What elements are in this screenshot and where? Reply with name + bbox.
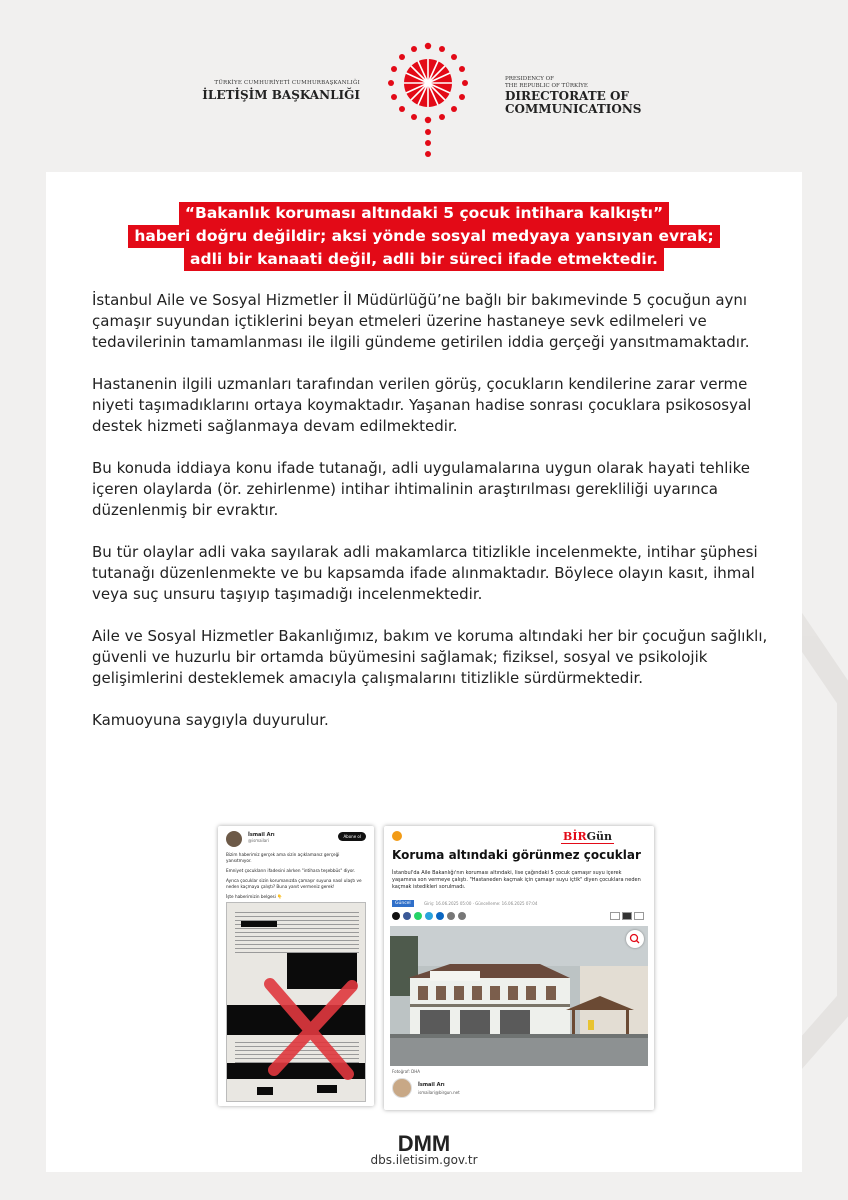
follow-button: Abone ol	[338, 832, 366, 841]
tweet-author-handle: @ismailari	[248, 838, 269, 843]
paragraph: Bu tür olaylar adli vaka sayılarak adli makamlarca titizlikle incelenmekte, intihar şüphesi tutanağı düzenlenmekte ve bu kapsamda ifade alınmaktadır. Böylece olayın kasıt, ihmal veya suç unsuru taşıyıp taşımadığı incelenmektedir.	[92, 543, 758, 603]
share-icons	[392, 912, 466, 920]
logo-part-gun: Gün	[586, 830, 612, 843]
closing-paragraph: Kamuoyuna saygıyla duyurulur.	[92, 711, 329, 729]
font-decrease-icon	[610, 912, 620, 920]
zoom-icon	[626, 930, 644, 948]
paragraph: Aile ve Sosyal Hizmetler Bakanlığımız, bakım ve koruma altındaki her bir çocuğun sağlıklı, güvenli ve huzurlu bir ortamda büyümesini sağlamak; fiziksel, sosyal ve psikolojik gelişimlerini desteklemek amacıyla çalışmalarını titizlikle sürdürmektedir.	[92, 627, 768, 687]
linkedin-share-icon	[436, 912, 444, 920]
author-avatar	[392, 1078, 412, 1098]
header-left-logo-text	[202, 80, 360, 102]
article-title: Koruma altındaki görünmez çocuklar	[392, 848, 641, 862]
category-badge: Güncel	[392, 900, 414, 907]
dmm-logo-text: DMM	[397, 1132, 451, 1154]
headline-line-2: haberi doğru değildir; aksi yönde sosyal medyaya yansıyan evrak;	[128, 225, 719, 248]
presidency-emblem-icon	[385, 40, 471, 158]
footer-url: dbs.iletisim.gov.tr	[370, 1153, 478, 1167]
tweet-line: Emniyet çocukların ifadesini alırken "intihara teşebbüs" diyor.	[226, 868, 356, 873]
link-share-icon	[447, 912, 455, 920]
telegram-share-icon	[425, 912, 433, 920]
presidency-en-label-1: PRESIDENCY OF	[505, 76, 554, 82]
paragraph: Hastanenin ilgili uzmanları tarafından verilen görüş, çocukların kendilerine zarar verme niyeti taşımadıklarını ortaya koymaktadır. Yaşanan hadise sonrası çocuklara psikososyal destek hizmeti sağlanmaya devam edilmektedir.	[92, 375, 752, 435]
avatar	[226, 831, 242, 847]
article-lead: İstanbul'da Aile Bakanlığı'nın koruması altındaki, lise çağındaki 5 çocuk çamaşır suyu içerek yaşamına son vermeye çalıştı. "Hastaneden kaçmak için çamaşır suyu içtik" diyen çocuklara neden kaçmak istedikleri sorulmadı.	[392, 870, 641, 890]
presidency-tr-label: TÜRKİYE CUMHURİYETİ CUMHURBAŞKANLIĞI	[214, 80, 360, 86]
header-right-logo-text	[505, 76, 641, 116]
directorate-en-label-2: COMMUNICATIONS	[505, 102, 642, 116]
header	[0, 0, 848, 160]
font-reset-icon	[622, 912, 632, 920]
paragraph: Bu konuda iddiaya konu ifade tutanağı, adli uygulamalarına uygun olarak hayati tehlike içeren olaylarda (ör. zehirlenme) intihar ihtimalinin araştırılması gerekliliği uyarınca düzenlenmiş bir evraktır.	[92, 459, 750, 519]
x-share-icon	[392, 912, 400, 920]
tweet-screenshot	[218, 826, 374, 1106]
dmm-logo	[374, 1132, 474, 1154]
paragraph: İstanbul Aile ve Sosyal Hizmetler İl Müdürlüğü’ne bağlı bir bakımevinde 5 çocuğun aynı çamaşır suyundan içtiklerini beyan etmeleri üzerine hastaneye sevk edilmeleri ve tedavilerinin tamamlanması ile ilgili gündeme getirilen iddia gerçeği yansıtmamaktadır.	[92, 291, 750, 351]
article-author-email: ismailari@birgun.net	[418, 1090, 460, 1095]
cross-mark-icon	[248, 966, 368, 1086]
whatsapp-share-icon	[414, 912, 422, 920]
font-increase-icon	[634, 912, 644, 920]
headline-line-3: adli bir kanaati değil, adli bir süreci ifade etmektedir.	[184, 248, 664, 271]
presidency-en-label-2: THE REPUBLIC OF TÜRKİYE	[505, 83, 588, 89]
logo-part-bir: BİR	[563, 830, 587, 843]
tweet-line: Ayrıca çocuklar sizin korumanızda çamaşır suyuna nasıl ulaştı ve neden kaçmaya çalıştı? Buna yanıt vermeniz gerek!	[226, 878, 362, 889]
directorate-en-label-1: DIRECTORATE OF	[505, 89, 629, 103]
directorate-tr-label: İLETİŞİM BAŞKANLIĞI	[202, 88, 360, 102]
article-photo	[390, 926, 648, 1066]
article-date: Giriş: 16.06.2025 05:00 · Güncelleme: 16.06.2025 07:04	[424, 901, 538, 906]
tweet-line: İşte haberimizin belgesi 👇	[226, 894, 283, 899]
photo-credit: Fotoğraf: DHA	[392, 1069, 420, 1074]
headline-line-1: “Bakanlık koruması altındaki 5 çocuk intihara kalkıştı”	[179, 202, 669, 225]
facebook-share-icon	[403, 912, 411, 920]
headline	[46, 202, 802, 271]
birgun-logo	[561, 830, 614, 844]
font-size-controls	[610, 912, 644, 920]
tweet-text	[226, 852, 366, 904]
category-icon	[392, 831, 402, 841]
news-article-screenshot	[384, 826, 654, 1110]
statement-body	[92, 290, 772, 752]
article-author-name: İsmail Arı	[418, 1082, 445, 1088]
tweet-author-name: İsmail Arı	[248, 832, 275, 838]
mail-share-icon	[458, 912, 466, 920]
tweet-line: Bizim haberimiz gerçek ama sizin açıklamanız gerçeği yansıtmıyor.	[226, 852, 340, 863]
